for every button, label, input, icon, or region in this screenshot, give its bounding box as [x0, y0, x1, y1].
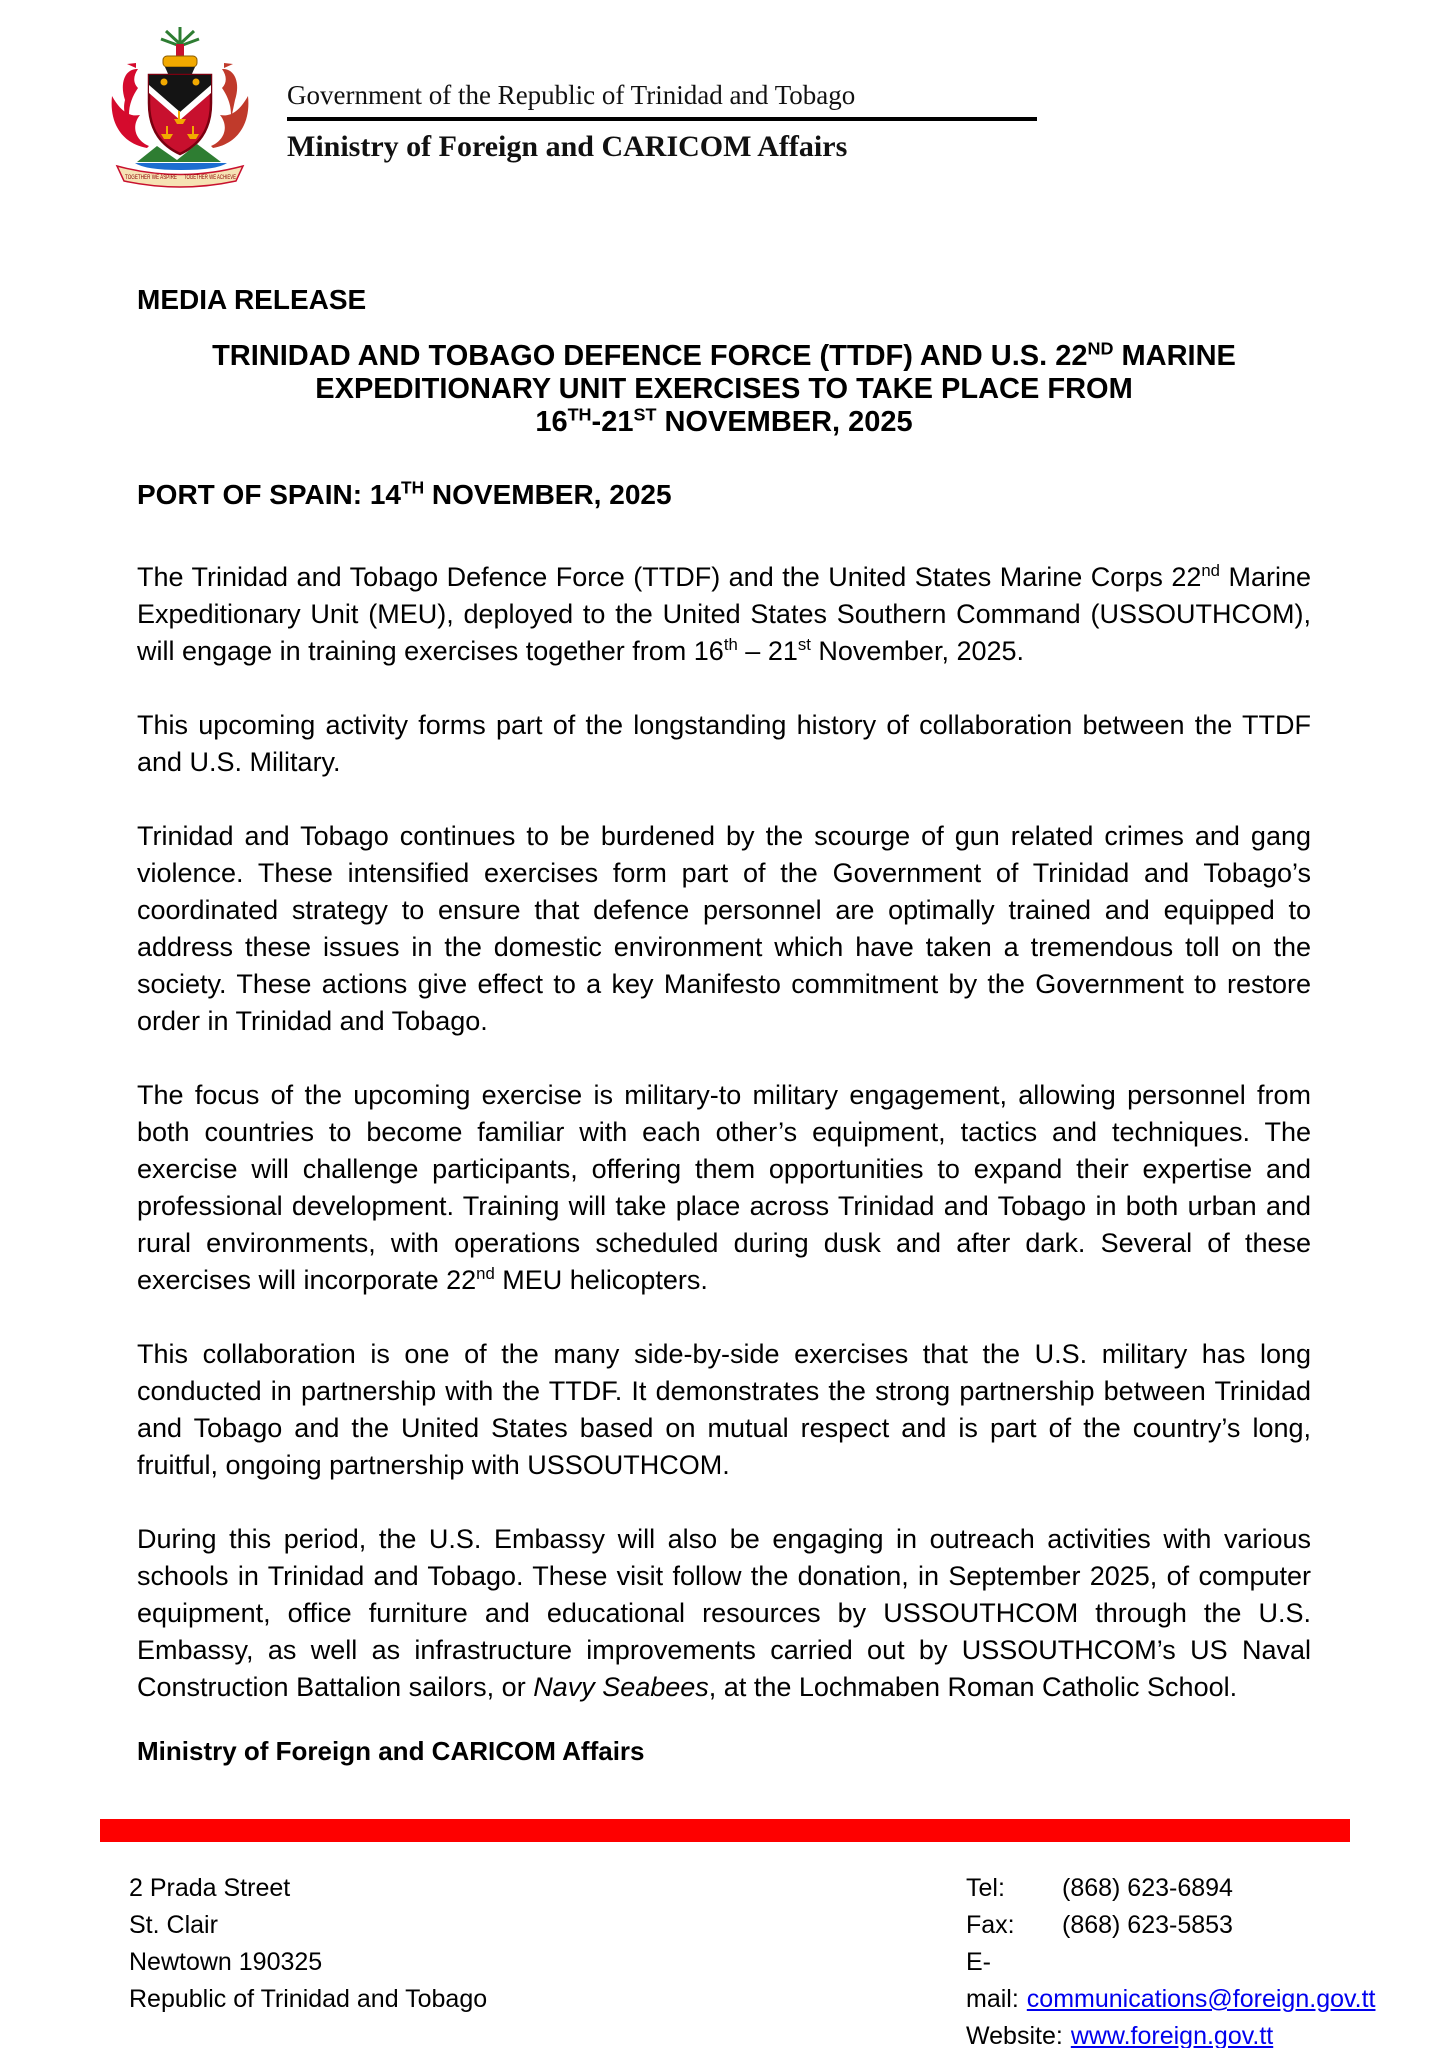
contact-row-email — [966, 1944, 1376, 2018]
address-line: Newtown 190325 — [129, 1948, 323, 1976]
website-link[interactable]: www.foreign.gov.tt — [1070, 2022, 1274, 2048]
release-dateline: PORT OF SPAIN: 14TH NOVEMBER, 2025 — [137, 477, 672, 510]
coat-of-arms-logo — [95, 22, 265, 188]
contact-row-fax — [966, 1907, 1311, 1944]
signature-line: Ministry of Foreign and CARICOM Affairs — [137, 1736, 645, 1766]
email-link[interactable]: communications@foreign.gov.tt — [1026, 1985, 1376, 2013]
address-line: 2 Prada Street — [129, 1874, 291, 1902]
release-title-line-1: TRINIDAD AND TOBAGO DEFENCE FORCE (TTDF) AND U.S. 22ND MARINE — [212, 338, 1236, 372]
address-line: St. Clair — [129, 1911, 218, 1939]
email-label: E-mail: — [966, 1948, 1019, 2013]
release-title — [137, 340, 1311, 439]
website-label: Website: — [966, 2022, 1063, 2048]
scarlet-ibis-icon — [112, 63, 149, 148]
body-paragraph: This upcoming activity forms part of the longstanding history of collaboration between the TTDF and U.S. Military. — [137, 710, 1311, 777]
cocrico-icon — [211, 63, 248, 148]
contact-row-tel — [966, 1870, 1311, 1907]
address-block — [129, 1870, 487, 2048]
footer — [129, 1870, 1376, 2048]
media-release-label: MEDIA RELEASE — [137, 284, 367, 315]
address-line: Republic of Trinidad and Tobago — [129, 1985, 488, 2013]
contact-block — [966, 1870, 1376, 2048]
ministry-line: Ministry of Foreign and CARICOM Affairs — [287, 130, 848, 163]
fax-label: Fax: — [966, 1911, 1015, 1939]
tel-label: Tel: — [966, 1874, 1005, 1902]
header-divider — [287, 117, 1037, 121]
body-paragraph: The Trinidad and Tobago Defence Force (TTDF) and the United States Marine Corps 22nd Marine Expeditionary Unit (MEU), deployed to the United States Southern Command (USSOUTHCOM), will engage in training exercises together from 16th – 21st November, 2025. — [137, 561, 1312, 666]
government-line: Government of the Republic of Trinidad and Tobago — [287, 80, 856, 110]
body-paragraph: The focus of the upcoming exercise is military-to military engagement, allowing personnel from both countries to become familiar with each other’s equipment, tactics and techniques. The exercise will challenge participants, offering them opportunities to expand their expertise and professional development. Training will take place across Trinidad and Tobago in both urban and rural environments, with operations scheduled during dusk and after dark. Several of these exercises will incorporate 22nd MEU helicopters. — [137, 1080, 1311, 1295]
letterhead — [95, 22, 1311, 188]
tel-value: (868) 623-6894 — [1062, 1874, 1233, 1902]
body-paragraph: Trinidad and Tobago continues to be burdened by the scourge of gun related crimes and gang violence. These intensified exercises form part of the Government of Trinidad and Tobago’s coordinated strategy to ensure that defence personnel are optimally trained and equipped to address these issues in the domestic environment which have taken a tremendous toll on the society. These actions give effect to a key Manifesto commitment by the Government to restore order in Trinidad and Tobago. — [137, 821, 1311, 1036]
fax-value: (868) 623-5853 — [1062, 1911, 1233, 1939]
letterhead-text — [287, 22, 1037, 164]
body-paragraph: This collaboration is one of the many side-by-side exercises that the U.S. military has long conducted in partnership with the TTDF. It demonstrates the strong partnership between Trinidad and Tobago and the United States based on mutual respect and is part of the country’s long, fruitful, ongoing partnership with USSOUTHCOM. — [137, 1339, 1311, 1480]
contact-row-website — [966, 2018, 1311, 2048]
palm-crest-icon — [161, 27, 199, 46]
footer-accent-bar — [100, 1819, 1350, 1842]
release-title-line-3: 16TH-21ST NOVEMBER, 2025 — [535, 404, 913, 438]
release-title-line-2: EXPEDITIONARY UNIT EXERCISES TO TAKE PLACE FROM — [315, 373, 1133, 405]
motto-left-text: TOGETHER WE ASPIRE — [125, 175, 177, 181]
motto-right-text: TOGETHER WE ACHIEVE — [184, 175, 236, 181]
body-paragraph: During this period, the U.S. Embassy will also be engaging in outreach activities with various schools in Trinidad and Tobago. These visit follow the donation, in September 2025, of computer equipment, office furniture and educational resources by USSOUTHCOM through the U.S. Embassy, as well as infrastructure improvements carried out by USSOUTHCOM’s US Naval Construction Battalion sailors, or Navy Seabees, at the Lochmaben Roman Catholic School. — [137, 1524, 1311, 1702]
